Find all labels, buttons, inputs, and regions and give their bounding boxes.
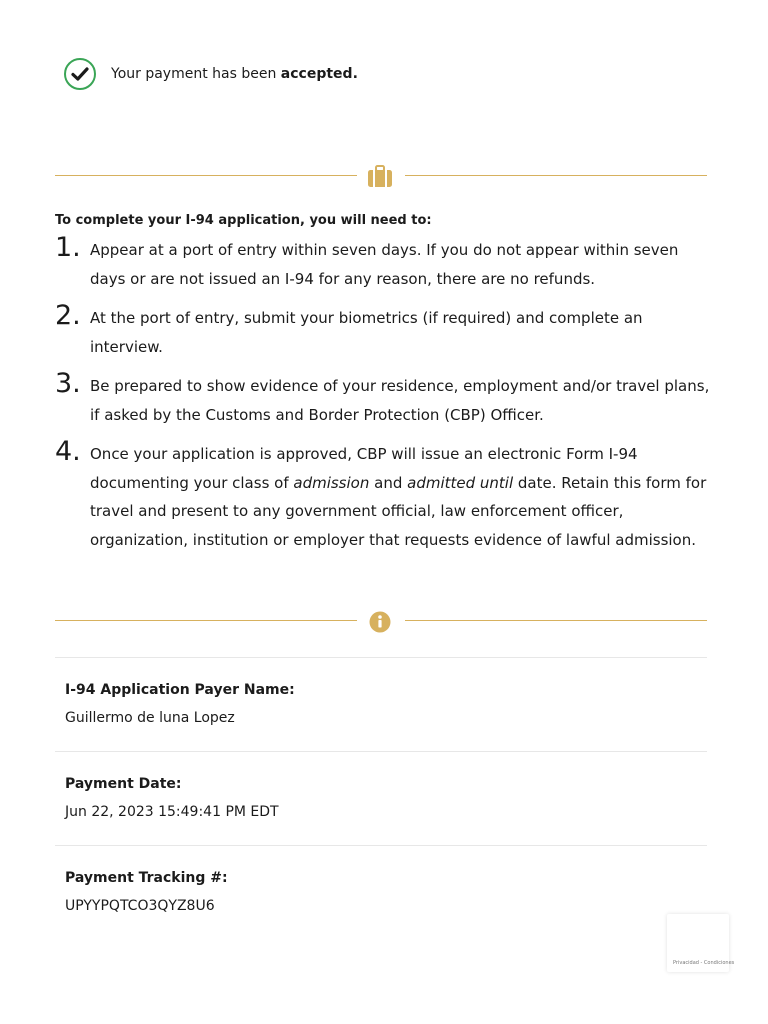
step-number: 3.	[55, 368, 81, 399]
payment-tracking-value: UPYYPQTCO3QYZ8U6	[65, 898, 215, 914]
step-number: 2.	[55, 300, 81, 331]
step-emphasis-admitted-until: admitted until	[407, 473, 514, 492]
step-text-part: and	[369, 473, 408, 492]
payment-tracking-label: Payment Tracking #:	[65, 870, 228, 886]
payment-accepted-message	[111, 66, 358, 82]
accepted-prefix: Your payment has been	[111, 66, 281, 82]
briefcase-icon	[367, 163, 393, 189]
step-number: 4.	[55, 436, 81, 467]
accepted-emphasis: accepted.	[280, 66, 358, 82]
payment-accepted-banner	[64, 58, 358, 90]
instruction-step-3	[55, 368, 715, 429]
payment-date-label: Payment Date:	[65, 776, 182, 792]
step-text-part: date. Retain this form for travel and present to any government official, law enforcement officer, organization, institution or employer that requests evidence of lawful admission.	[90, 473, 707, 549]
check-circle-icon	[64, 58, 96, 90]
payment-date-row	[55, 751, 707, 845]
recaptcha-badge[interactable]	[667, 914, 735, 972]
instruction-step-1	[55, 232, 715, 293]
step-text: At the port of entry, submit your biometrics (if required) and complete an interview.	[90, 309, 643, 356]
payer-name-label: I-94 Application Payer Name:	[65, 682, 295, 698]
instruction-step-2	[55, 300, 715, 361]
payment-tracking-row	[55, 845, 707, 939]
divider-line-right	[405, 175, 707, 176]
payment-date-value: Jun 22, 2023 15:49:41 PM EDT	[65, 804, 279, 820]
divider-line-right	[405, 620, 707, 621]
step-text-part: Once your application is approved, CBP will issue an electronic Form I-94 documenting your class of	[90, 445, 638, 492]
step-number: 1.	[55, 232, 81, 263]
step-emphasis-admission: admission	[293, 473, 370, 492]
info-divider	[55, 606, 707, 636]
divider-line-left	[55, 620, 357, 621]
payment-details	[55, 657, 707, 939]
payer-name-row	[55, 657, 707, 751]
instruction-step-4	[55, 436, 715, 554]
instruction-steps	[55, 232, 715, 565]
briefcase-divider	[55, 161, 707, 191]
payer-name-value: Guillermo de luna Lopez	[65, 710, 235, 726]
info-icon	[367, 608, 393, 634]
recaptcha-privacy-terms-links[interactable]: Privacidad - Condiciones	[673, 960, 735, 966]
step-text: Appear at a port of entry within seven days. If you do not appear within seven days or are not issued an I-94 for any reason, there are no refunds.	[90, 241, 679, 288]
instructions-intro: To complete your I-94 application, you will need to:	[55, 213, 432, 228]
step-text: Be prepared to show evidence of your residence, employment and/or travel plans, if asked by the Customs and Border Protection (CBP) Officer.	[90, 377, 710, 424]
divider-line-left	[55, 175, 357, 176]
